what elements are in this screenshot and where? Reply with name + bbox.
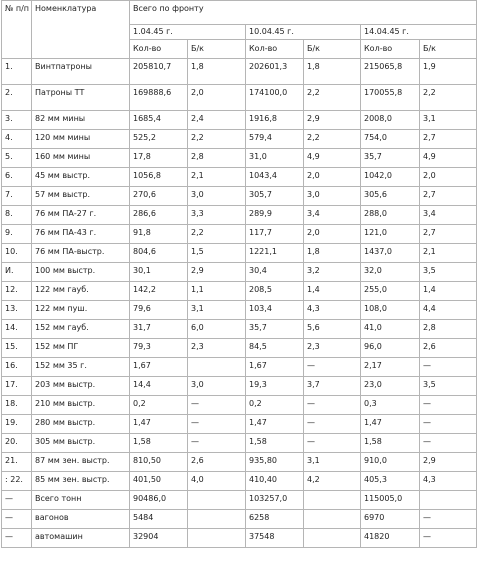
row-number: 5. [2, 149, 32, 168]
qty-apr01: 5484 [130, 510, 188, 529]
qty-apr10: 1,58 [246, 434, 304, 453]
row-nomenclature: Винтпатроны [32, 59, 130, 85]
qty-apr01: 14,4 [130, 377, 188, 396]
bk-apr14: 4,4 [420, 301, 477, 320]
row-number: 14. [2, 320, 32, 339]
header-bk: Б/к [304, 40, 361, 59]
bk-apr10: 1,8 [304, 244, 361, 263]
bk-apr01 [188, 510, 246, 529]
qty-apr14: 1,58 [361, 434, 420, 453]
row-number: 16. [2, 358, 32, 377]
qty-apr01: 286,6 [130, 206, 188, 225]
qty-apr14: 41820 [361, 529, 420, 548]
bk-apr10: 2,3 [304, 339, 361, 358]
bk-apr10: 5,6 [304, 320, 361, 339]
qty-apr10: 410,40 [246, 472, 304, 491]
bk-apr01: 2,3 [188, 339, 246, 358]
row-nomenclature: 122 мм гауб. [32, 282, 130, 301]
header-qty: Кол-во [130, 40, 188, 59]
bk-apr14: 2,2 [420, 85, 477, 111]
qty-apr10: 305,7 [246, 187, 304, 206]
row-number: 13. [2, 301, 32, 320]
bk-apr14: — [420, 529, 477, 548]
header-date: 10.04.45 г. [246, 25, 361, 40]
qty-apr14: 121,0 [361, 225, 420, 244]
bk-apr01: 3,1 [188, 301, 246, 320]
header-qty: Кол-во [246, 40, 304, 59]
row-nomenclature: 203 мм выстр. [32, 377, 130, 396]
row-number: 18. [2, 396, 32, 415]
table-row [2, 206, 477, 225]
row-nomenclature: 87 мм зен. выстр. [32, 453, 130, 472]
bk-apr10: 1,8 [304, 59, 361, 85]
table-row [2, 529, 477, 548]
row-number: 12. [2, 282, 32, 301]
qty-apr01: 79,3 [130, 339, 188, 358]
bk-apr10: 3,1 [304, 453, 361, 472]
qty-apr10: 1,47 [246, 415, 304, 434]
bk-apr10 [304, 529, 361, 548]
row-number: 17. [2, 377, 32, 396]
bk-apr10: 3,2 [304, 263, 361, 282]
qty-apr10: 117,7 [246, 225, 304, 244]
qty-apr14: 288,0 [361, 206, 420, 225]
qty-apr14: 910,0 [361, 453, 420, 472]
row-nomenclature: 45 мм выстр. [32, 168, 130, 187]
bk-apr14: 2,7 [420, 187, 477, 206]
bk-apr14: 1,9 [420, 59, 477, 85]
row-nomenclature: 82 мм мины [32, 111, 130, 130]
bk-apr10: — [304, 434, 361, 453]
qty-apr10: 202601,3 [246, 59, 304, 85]
row-nomenclature: 120 мм мины [32, 130, 130, 149]
bk-apr01: 1,1 [188, 282, 246, 301]
qty-apr14: 754,0 [361, 130, 420, 149]
row-nomenclature: вагонов [32, 510, 130, 529]
bk-apr01 [188, 491, 246, 510]
bk-apr01: 1,5 [188, 244, 246, 263]
row-number: 10. [2, 244, 32, 263]
bk-apr01: 1,8 [188, 59, 246, 85]
bk-apr14: 3,5 [420, 263, 477, 282]
bk-apr14: 2,9 [420, 453, 477, 472]
bk-apr10: 3,4 [304, 206, 361, 225]
bk-apr14: 3,5 [420, 377, 477, 396]
table-row [2, 111, 477, 130]
qty-apr14: 170055,8 [361, 85, 420, 111]
bk-apr14: 4,9 [420, 149, 477, 168]
row-number: И. [2, 263, 32, 282]
table-row [2, 244, 477, 263]
table-body [2, 59, 477, 548]
bk-apr14: 2,7 [420, 225, 477, 244]
bk-apr14: — [420, 510, 477, 529]
table-row [2, 491, 477, 510]
qty-apr14: 1,47 [361, 415, 420, 434]
bk-apr01: 2,4 [188, 111, 246, 130]
qty-apr14: 2,17 [361, 358, 420, 377]
qty-apr10: 0,2 [246, 396, 304, 415]
qty-apr10: 208,5 [246, 282, 304, 301]
bk-apr14: 2,1 [420, 244, 477, 263]
table-row [2, 415, 477, 434]
row-number: 9. [2, 225, 32, 244]
row-nomenclature: Всего тонн [32, 491, 130, 510]
qty-apr01: 17,8 [130, 149, 188, 168]
row-number: 4. [2, 130, 32, 149]
qty-apr10: 6258 [246, 510, 304, 529]
qty-apr10: 103257,0 [246, 491, 304, 510]
bk-apr10: 1,4 [304, 282, 361, 301]
qty-apr10: 935,80 [246, 453, 304, 472]
qty-apr01: 1,47 [130, 415, 188, 434]
qty-apr01: 142,2 [130, 282, 188, 301]
bk-apr10: 4,9 [304, 149, 361, 168]
row-number: — [2, 529, 32, 548]
bk-apr14: 1,4 [420, 282, 477, 301]
bk-apr10: 4,2 [304, 472, 361, 491]
bk-apr01: 2,9 [188, 263, 246, 282]
qty-apr14: 108,0 [361, 301, 420, 320]
qty-apr01: 1056,8 [130, 168, 188, 187]
table-row [2, 59, 477, 85]
table-row [2, 149, 477, 168]
bk-apr01: 2,8 [188, 149, 246, 168]
bk-apr01 [188, 529, 246, 548]
table-row [2, 85, 477, 111]
bk-apr10: — [304, 415, 361, 434]
table-row [2, 301, 477, 320]
qty-apr14: 6970 [361, 510, 420, 529]
bk-apr10: — [304, 358, 361, 377]
bk-apr01: 4,0 [188, 472, 246, 491]
bk-apr14: 4,3 [420, 472, 477, 491]
qty-apr10: 30,4 [246, 263, 304, 282]
header-bk: Б/к [420, 40, 477, 59]
qty-apr01: 169888,6 [130, 85, 188, 111]
qty-apr10: 31,0 [246, 149, 304, 168]
header-date: 1.04.45 г. [130, 25, 246, 40]
bk-apr10: 2,0 [304, 225, 361, 244]
qty-apr14: 32,0 [361, 263, 420, 282]
bk-apr10 [304, 491, 361, 510]
table-row [2, 396, 477, 415]
bk-apr01 [188, 358, 246, 377]
row-nomenclature: 152 мм гауб. [32, 320, 130, 339]
bk-apr14: — [420, 396, 477, 415]
header-total: Всего по фронту [130, 1, 477, 25]
bk-apr01: 3,0 [188, 377, 246, 396]
bk-apr14: 3,1 [420, 111, 477, 130]
bk-apr01: 2,1 [188, 168, 246, 187]
qty-apr01: 79,6 [130, 301, 188, 320]
qty-apr14: 0,3 [361, 396, 420, 415]
qty-apr14: 115005,0 [361, 491, 420, 510]
table-row [2, 377, 477, 396]
header-number: № п/п [2, 1, 32, 59]
qty-apr10: 37548 [246, 529, 304, 548]
bk-apr01: 2,2 [188, 225, 246, 244]
qty-apr01: 205810,7 [130, 59, 188, 85]
table-row [2, 320, 477, 339]
bk-apr14: 3,4 [420, 206, 477, 225]
qty-apr10: 103,4 [246, 301, 304, 320]
bk-apr01: — [188, 415, 246, 434]
row-number: 3. [2, 111, 32, 130]
qty-apr14: 96,0 [361, 339, 420, 358]
row-nomenclature: 152 мм ПГ [32, 339, 130, 358]
table-row [2, 472, 477, 491]
row-number: — [2, 510, 32, 529]
row-nomenclature: 210 мм выстр. [32, 396, 130, 415]
header-date: 14.04.45 г. [361, 25, 477, 40]
qty-apr01: 30,1 [130, 263, 188, 282]
qty-apr10: 35,7 [246, 320, 304, 339]
qty-apr01: 31,7 [130, 320, 188, 339]
row-number: 6. [2, 168, 32, 187]
row-number: 1. [2, 59, 32, 85]
row-nomenclature: 85 мм зен. выстр. [32, 472, 130, 491]
table-row [2, 282, 477, 301]
row-number: 7. [2, 187, 32, 206]
bk-apr10: 3,0 [304, 187, 361, 206]
row-nomenclature: 152 мм 35 г. [32, 358, 130, 377]
row-number: : 22. [2, 472, 32, 491]
row-nomenclature: 122 мм пуш. [32, 301, 130, 320]
row-nomenclature: 280 мм выстр. [32, 415, 130, 434]
qty-apr10: 19,3 [246, 377, 304, 396]
qty-apr10: 174100,0 [246, 85, 304, 111]
qty-apr10: 84,5 [246, 339, 304, 358]
qty-apr01: 1685,4 [130, 111, 188, 130]
bk-apr14 [420, 491, 477, 510]
bk-apr14: — [420, 434, 477, 453]
bk-apr10 [304, 510, 361, 529]
table-row [2, 339, 477, 358]
row-number: 8. [2, 206, 32, 225]
bk-apr01: 2,6 [188, 453, 246, 472]
qty-apr10: 1221,1 [246, 244, 304, 263]
bk-apr14: 2,6 [420, 339, 477, 358]
table-row [2, 453, 477, 472]
row-number: 2. [2, 85, 32, 111]
row-nomenclature: 76 мм ПА-43 г. [32, 225, 130, 244]
header-bk: Б/к [188, 40, 246, 59]
bk-apr01: — [188, 434, 246, 453]
row-nomenclature: 76 мм ПА-27 г. [32, 206, 130, 225]
table-row [2, 263, 477, 282]
bk-apr01: 3,3 [188, 206, 246, 225]
qty-apr10: 1916,8 [246, 111, 304, 130]
row-number: 15. [2, 339, 32, 358]
bk-apr14: 2,7 [420, 130, 477, 149]
qty-apr10: 1,67 [246, 358, 304, 377]
qty-apr01: 1,67 [130, 358, 188, 377]
bk-apr01: 2,2 [188, 130, 246, 149]
bk-apr10: 3,7 [304, 377, 361, 396]
row-nomenclature: 305 мм выстр. [32, 434, 130, 453]
bk-apr10: 4,3 [304, 301, 361, 320]
qty-apr14: 2008,0 [361, 111, 420, 130]
bk-apr01: 2,0 [188, 85, 246, 111]
qty-apr01: 32904 [130, 529, 188, 548]
bk-apr10: — [304, 396, 361, 415]
bk-apr01: 3,0 [188, 187, 246, 206]
qty-apr14: 35,7 [361, 149, 420, 168]
row-number: — [2, 491, 32, 510]
qty-apr14: 41,0 [361, 320, 420, 339]
bk-apr01: 6,0 [188, 320, 246, 339]
table-row [2, 510, 477, 529]
qty-apr14: 1042,0 [361, 168, 420, 187]
qty-apr01: 1,58 [130, 434, 188, 453]
qty-apr01: 0,2 [130, 396, 188, 415]
bk-apr01: — [188, 396, 246, 415]
table-row [2, 187, 477, 206]
row-number: 19. [2, 415, 32, 434]
row-nomenclature: 76 мм ПА-выстр. [32, 244, 130, 263]
row-number: 21. [2, 453, 32, 472]
row-nomenclature: 160 мм мины [32, 149, 130, 168]
header-nomenclature: Номенклатура [32, 1, 130, 59]
qty-apr10: 289,9 [246, 206, 304, 225]
row-nomenclature: автомашин [32, 529, 130, 548]
ammunition-table [1, 0, 477, 548]
table-row [2, 130, 477, 149]
qty-apr01: 270,6 [130, 187, 188, 206]
qty-apr01: 91,8 [130, 225, 188, 244]
row-number: 20. [2, 434, 32, 453]
qty-apr14: 305,6 [361, 187, 420, 206]
bk-apr14: — [420, 358, 477, 377]
qty-apr14: 255,0 [361, 282, 420, 301]
qty-apr01: 90486,0 [130, 491, 188, 510]
row-nomenclature: Патроны ТТ [32, 85, 130, 111]
bk-apr10: 2,0 [304, 168, 361, 187]
bk-apr14: 2,0 [420, 168, 477, 187]
qty-apr10: 579,4 [246, 130, 304, 149]
bk-apr14: 2,8 [420, 320, 477, 339]
table-row [2, 168, 477, 187]
bk-apr10: 2,2 [304, 85, 361, 111]
qty-apr14: 405,3 [361, 472, 420, 491]
row-nomenclature: 100 мм выстр. [32, 263, 130, 282]
table-row [2, 434, 477, 453]
header-qty: Кол-во [361, 40, 420, 59]
qty-apr10: 1043,4 [246, 168, 304, 187]
qty-apr14: 1437,0 [361, 244, 420, 263]
bk-apr10: 2,2 [304, 130, 361, 149]
bk-apr10: 2,9 [304, 111, 361, 130]
qty-apr01: 810,50 [130, 453, 188, 472]
qty-apr14: 215065,8 [361, 59, 420, 85]
qty-apr01: 401,50 [130, 472, 188, 491]
row-nomenclature: 57 мм выстр. [32, 187, 130, 206]
table-row [2, 225, 477, 244]
table-row [2, 358, 477, 377]
bk-apr14: — [420, 415, 477, 434]
qty-apr14: 23,0 [361, 377, 420, 396]
qty-apr01: 525,2 [130, 130, 188, 149]
qty-apr01: 804,6 [130, 244, 188, 263]
